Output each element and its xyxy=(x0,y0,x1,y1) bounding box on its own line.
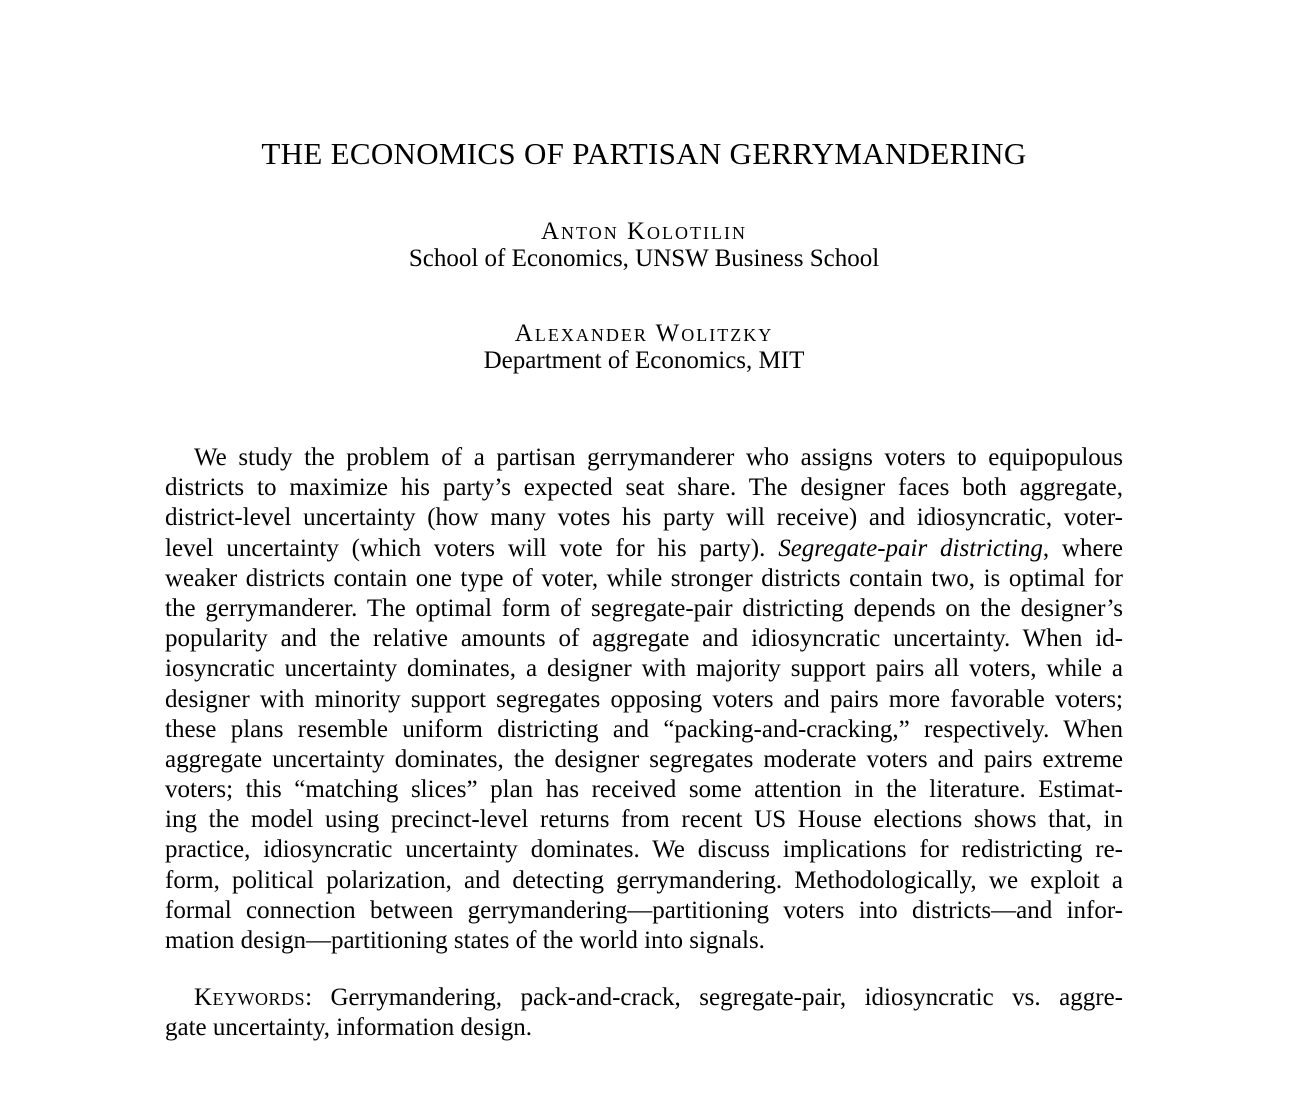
text-segment: these plans resemble uniform districting and “packing-and-cracking,” respectively. When xyxy=(165,715,1123,743)
keywords xyxy=(165,983,1123,1043)
text-segment: form, political polarization, and detecting gerrymandering. Methodologically, we exploit a xyxy=(165,866,1123,894)
text-segment: aggregate uncertainty dominates, the designer segregates moderate voters and pairs extreme xyxy=(165,745,1123,773)
abstract-line xyxy=(165,624,1123,654)
text-segment: level uncertainty (which voters will vote for his party). xyxy=(165,534,779,562)
text-segment: designer with minority support segregates opposing voters and pairs more favorable voters; xyxy=(165,685,1123,713)
text-segment: : Gerrymandering, pack-and-crack, segregate-pair, idiosyncratic vs. aggre- xyxy=(305,984,1123,1011)
abstract-line xyxy=(165,866,1123,896)
abstract-line xyxy=(165,775,1123,805)
text-segment: formal connection between gerrymandering—partitioning voters into districts—and infor- xyxy=(165,896,1123,924)
text-segment: the gerrymanderer. The optimal form of segregate-pair districting depends on the designer’s xyxy=(165,594,1123,622)
text-segment: popularity and the relative amounts of aggregate and idiosyncratic uncertainty. When id- xyxy=(165,625,1123,653)
abstract xyxy=(165,443,1123,956)
abstract-line xyxy=(165,534,1123,564)
text-segment: ing the model using precinct-level returns from recent US House elections shows that, in xyxy=(165,806,1123,834)
author-2-name: Alexander Wolitzky xyxy=(514,320,774,347)
text-segment-italic: Segregate-pair districting xyxy=(778,534,1043,562)
author-1-affiliation: School of Economics, UNSW Business School xyxy=(408,245,880,272)
text-segment: practice, idiosyncratic uncertainty dominates. We discuss implications for redistricting re- xyxy=(165,836,1123,864)
text-segment: , where xyxy=(1042,534,1123,562)
keywords-line xyxy=(165,1013,1123,1043)
abstract-line xyxy=(165,564,1123,594)
text-segment: gate uncertainty, information design. xyxy=(165,1014,533,1042)
abstract-line xyxy=(165,654,1123,684)
abstract-line xyxy=(165,473,1123,503)
page-title: THE ECONOMICS OF PARTISAN GERRYMANDERING xyxy=(261,136,1027,171)
abstract-line xyxy=(165,805,1123,835)
abstract-line xyxy=(165,503,1123,533)
abstract-line xyxy=(165,896,1123,926)
abstract-line xyxy=(165,685,1123,715)
text-segment: weaker districts contain one type of voter, while stronger districts contain two, is optimal for xyxy=(165,564,1123,592)
text-segment: We study the problem of a partisan gerrymanderer who assigns voters to equipopulous xyxy=(194,444,1123,471)
abstract-line xyxy=(165,835,1123,865)
text-segment: iosyncratic uncertainty dominates, a designer with majority support pairs all voters, while a xyxy=(165,655,1123,683)
text-segment: district-level uncertainty (how many votes his party will receive) and idiosyncratic, voter- xyxy=(165,504,1123,532)
author-1-name: Anton Kolotilin xyxy=(541,218,747,245)
text-segment: mation design—partitioning states of the world into signals. xyxy=(165,927,765,954)
abstract-line xyxy=(165,594,1123,624)
text-segment: voters; this “matching slices” plan has received some attention in the literature. Estimat- xyxy=(165,776,1123,804)
abstract-line xyxy=(165,443,1123,473)
keywords-line xyxy=(165,983,1123,1013)
text-segment-smallcaps: Keywords xyxy=(194,984,306,1011)
text-segment: districts to maximize his party’s expected seat share. The designer faces both aggregate, xyxy=(165,474,1123,502)
abstract-line xyxy=(165,715,1123,745)
author-2-affiliation: Department of Economics, MIT xyxy=(483,347,805,374)
abstract-line xyxy=(165,745,1123,775)
abstract-line xyxy=(165,926,1123,956)
